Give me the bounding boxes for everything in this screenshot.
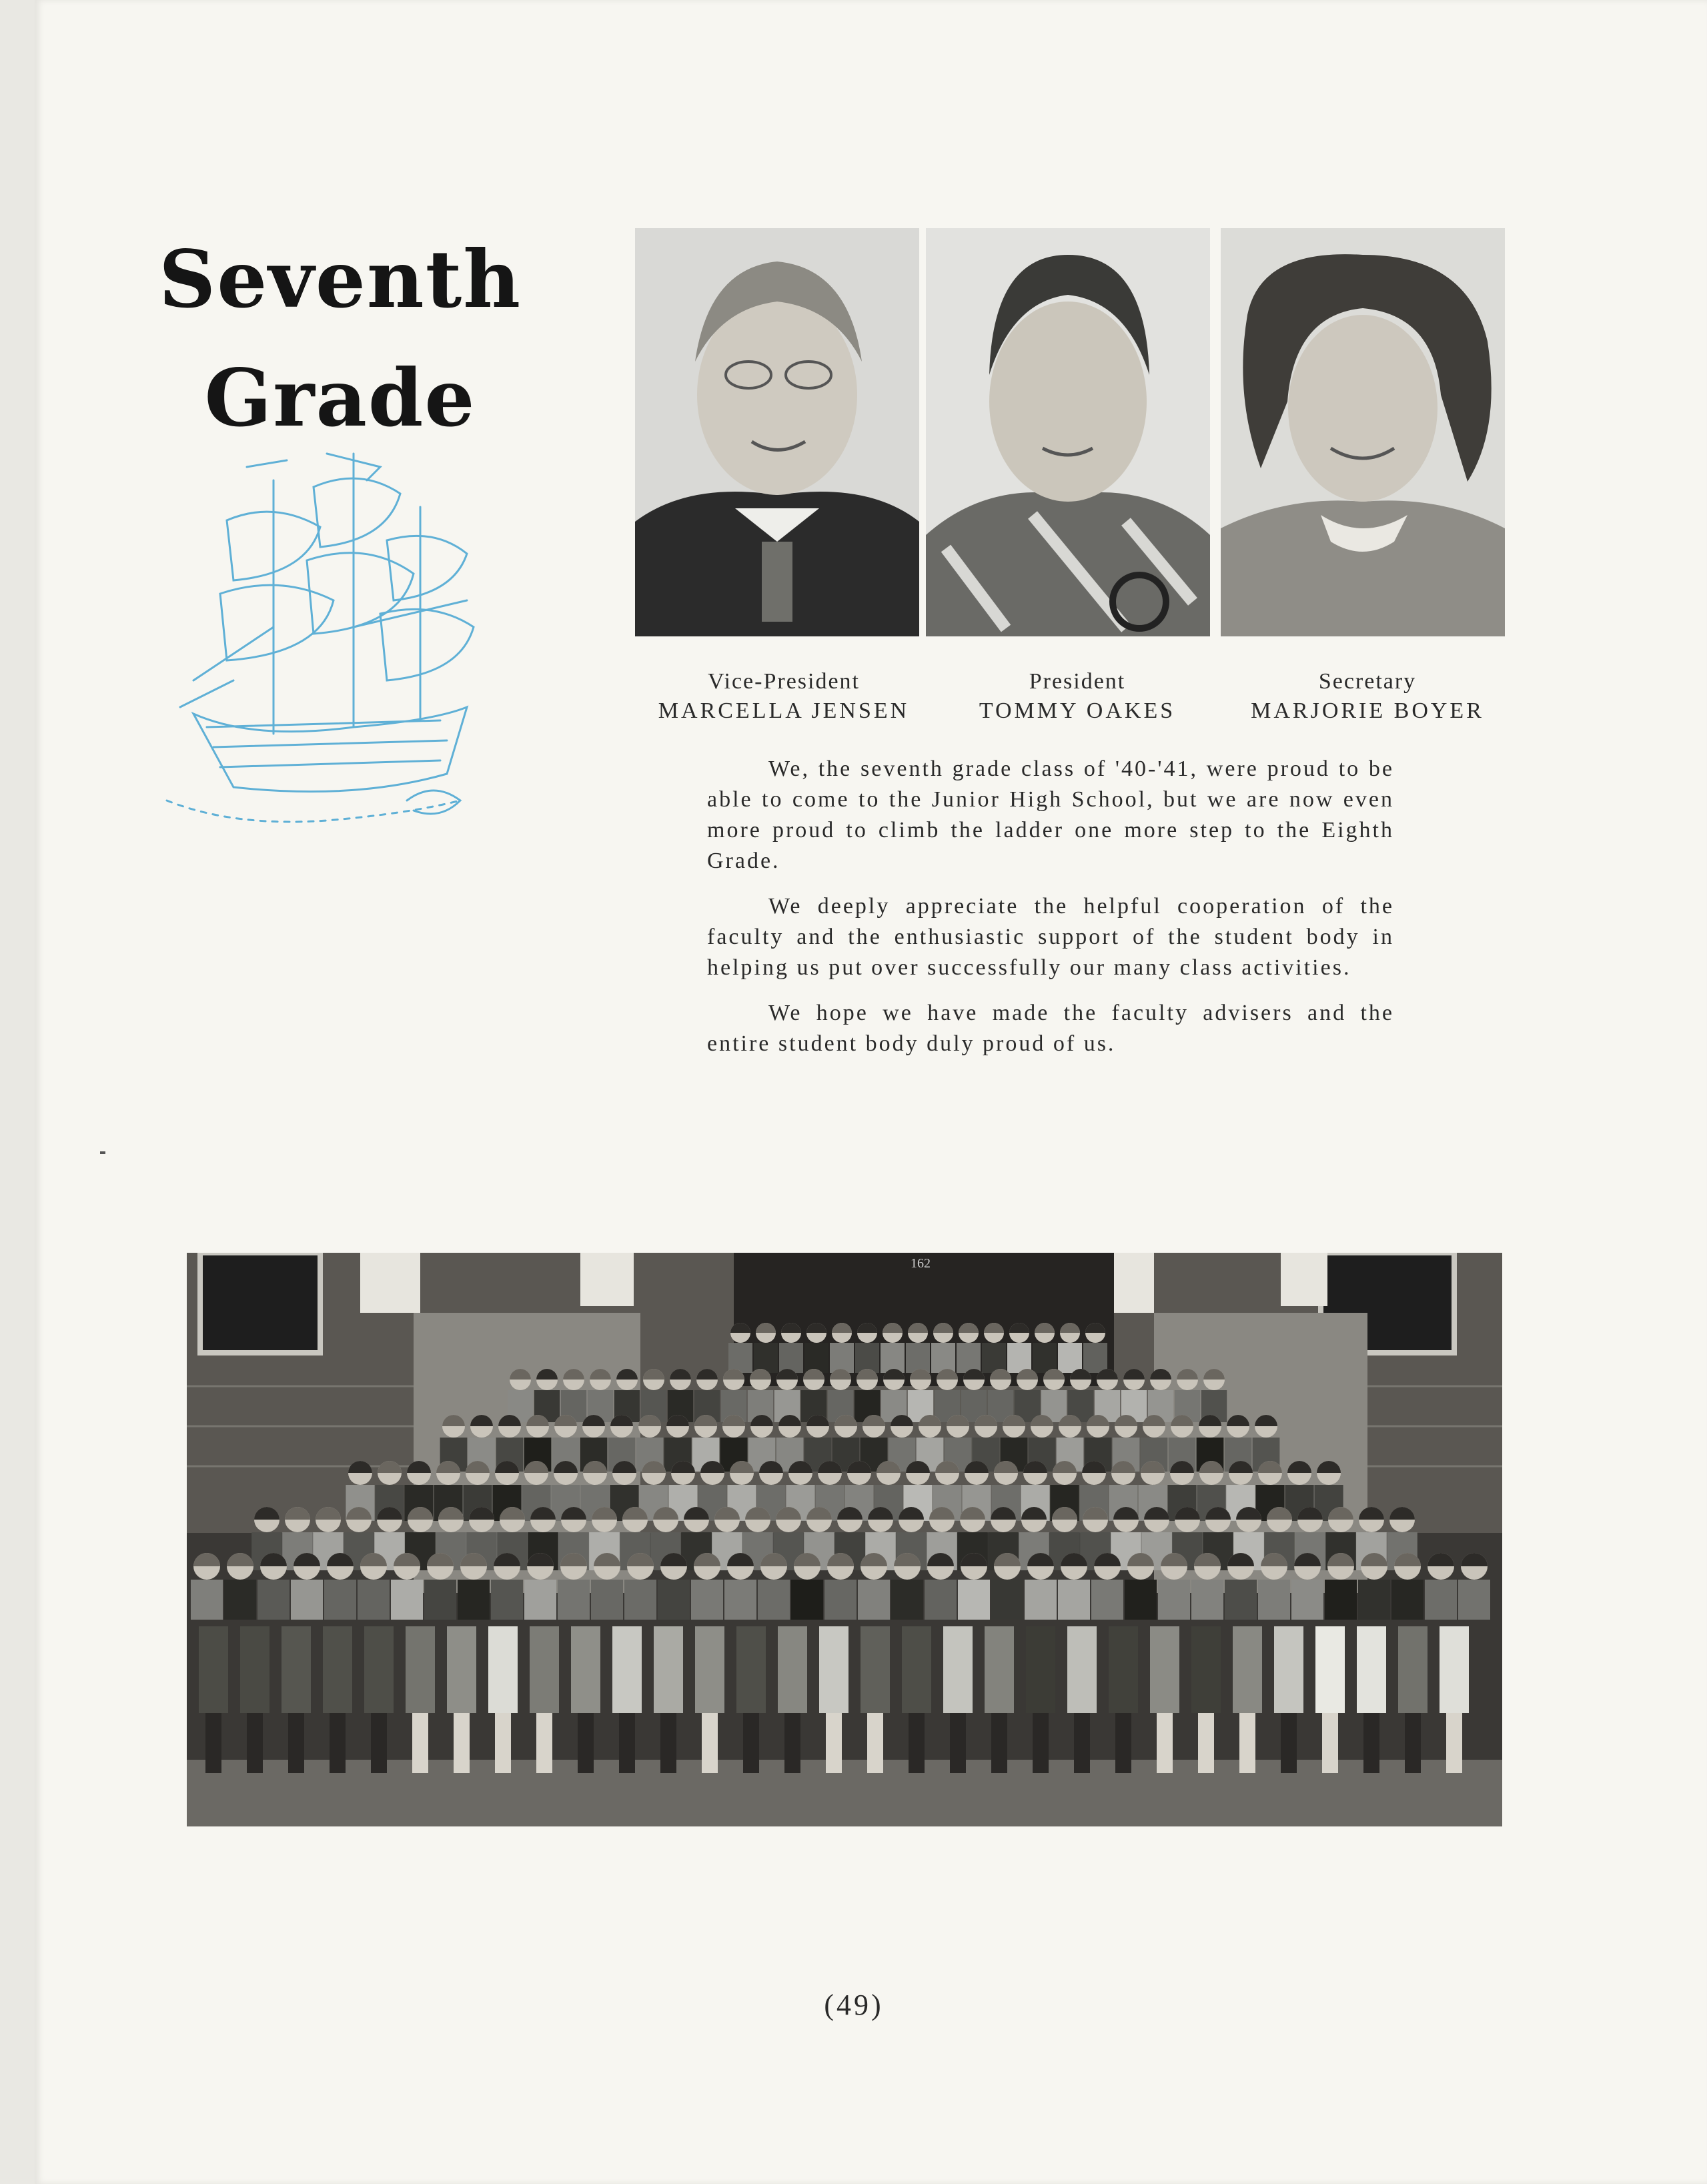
officer-title: Secretary [1318,669,1417,694]
paragraph: We deeply appreciate the helpful cooperation of the faculty and the enthusiastic support of the student body in helping us put over successfully our many class activities. [707,894,1394,980]
class-group-photo [187,1253,1502,1826]
caption-secretary [1221,667,1514,726]
title-line-1: Seventh [158,233,522,326]
door-number: 162 [911,1256,931,1271]
portrait-president [926,228,1210,636]
sailing-ship-illustration [153,427,494,841]
title-line-2: Grade [204,352,476,444]
officer-title: President [1029,669,1126,694]
officer-name: MARJORIE BOYER [1251,698,1484,723]
officer-name: TOMMY OAKES [979,698,1176,723]
page-number: (49) [824,1989,884,2021]
officer-name: MARCELLA JENSEN [658,698,910,723]
caption-president [931,667,1224,726]
class-statement [707,754,1394,1074]
ink-speck [100,1151,105,1154]
portrait-secretary [1221,228,1505,636]
portrait-vice-president [635,228,919,636]
paragraph: We, the seventh grade class of '40-'41, were proud to be able to come to the Junior High School, but we are now even more proud to climb the ladder one more step to the Eighth Grade. [707,756,1394,873]
page-title [153,220,527,458]
officer-title: Vice-President [708,669,860,694]
paragraph: We hope we have made the faculty advisers and the entire student body duly proud of us. [707,1001,1394,1056]
caption-vice-president [637,667,931,726]
